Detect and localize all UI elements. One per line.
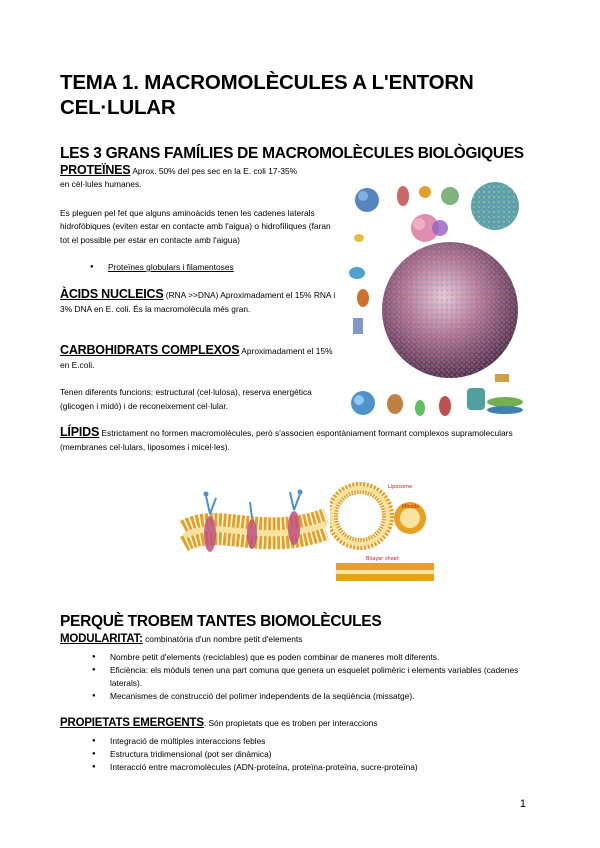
proteines-bullets [90,261,340,274]
acids-text: (RNA >>DNA) Aproximadament el 15% RNA i 3% DNA en E. coli. És la macromolècula més gran. [60,290,336,314]
list-item: ● Interacció entre macromolècules (ADN-proteïna, proteïna-proteïna, sucre-proteïna) [92,761,522,774]
lipids-text: Estrictament no formen macromolècules, però s'associen espontàniament formant complexos supramoleculars (membranes cel·lulars, liposomes i micel·les). [60,428,513,452]
list-item: ● Eficiència: els mòduls tenen una part comuna que genera un esquelet polimèric i elements variables (cadenes laterals). [92,664,522,690]
acids-block [60,287,342,316]
lipids-block [60,425,520,454]
propietats-bullets [92,735,522,774]
proteines-paragraph: Es pleguen pel fet que alguns aminoàcids tenen les cadenes laterals hidrofòbiques (eviten estar en contacte amb l'aigua) o hidrofíliques (faran tot el possible per estar en contacte amb l'aigua) [60,208,331,245]
membrane-protein-icon [204,516,216,552]
propietats-text: : Són propietats que es troben per interaccions [203,718,378,728]
protein-structures-figure [345,178,530,422]
lipid-membrane-figure [180,470,330,580]
liposome-micelle-figure [330,478,440,593]
section-heading-families: LES 3 GRANS FAMÍLIES DE MACROMOLÈCULES BIOLÒGIQUES [60,145,524,162]
propietats-label: PROPIETATS EMERGENTS [60,717,204,729]
list-item: ● Estructura tridimensional (pot ser dinàmica) [92,748,522,761]
proteines-intro: Aprox. 50% del pes sec en la E. coli 17-35% [132,166,298,176]
proteines-block [60,164,340,191]
acids-label: ÀCIDS NUCLEICS [60,287,164,301]
modularitat-label: MODULARITAT: [60,633,143,645]
proteines-label: PROTEÏNES [60,163,131,177]
list-item: ● Mecanismes de construcció del polímer independents de la seqüència (missatge). [92,690,522,703]
proteines-bullet: ● Proteïnes globulars i filamentoses [90,261,340,274]
list-item: ● Integració de múltiples interaccions febles [92,735,522,748]
carbo-paragraph: Tenen diferents funcions: estructural (cel·lulosa), reserva energètica (glicogen i midó) i de reconeixement cel·lular. [60,387,312,411]
carbo-label: CARBOHIDRATS COMPLEXOS [60,343,240,357]
page-number: 1 [519,798,526,810]
lipids-label: LÍPIDS [60,425,100,439]
page-title: TEMA 1. MACROMOLÈCULES A L'ENTORN CEL·LULAR [60,71,474,119]
carbo-text: Aproximadament el 15% en E.coli. [60,346,333,370]
protein-icon [355,188,379,212]
carbo-block [60,343,342,372]
modularitat-block [60,633,530,646]
liposome-label: Liposome [388,484,413,490]
modularitat-text: combinatòria d'un nombre petit d'elements [145,634,303,644]
proteines-intro2: en cèl·lules humanes. [60,179,142,189]
modularitat-bullets [92,651,522,703]
propietats-block [60,717,530,730]
section-heading-biomolecules: PERQUÈ TROBEM TANTES BIOMOLÈCULES [60,613,382,630]
micelle-label: Micelle [402,504,420,510]
bilayer-label: Bilayer sheet [366,556,399,562]
list-item: ● Nombre petit d'elements (reciclables) que es poden combinar de maneres molt diferents. [92,651,522,664]
